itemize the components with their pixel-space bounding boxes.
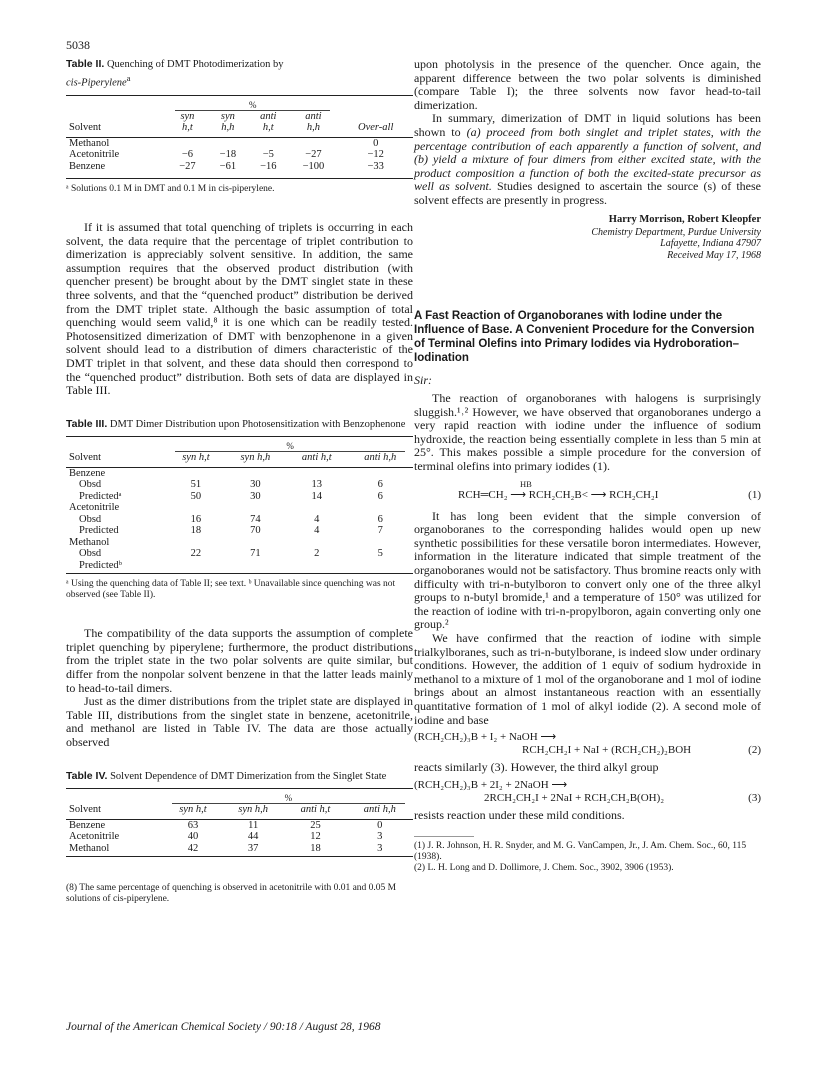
table2-cell: 0 [373, 137, 379, 149]
right-column [414, 58, 761, 874]
table3-cell [348, 560, 413, 572]
table4-caption [66, 770, 413, 784]
equation-1-reagent: HB [520, 478, 532, 489]
right-paragraph-6: reacts similarly (3). However, the third alkyl group [414, 760, 659, 775]
table4-cell: Acetonitrile [69, 831, 120, 843]
table3-cell [348, 467, 413, 479]
table2-top-header-cell [338, 111, 413, 123]
equation-3-line-1: (RCH₂CH₂)₃B + 2I₂ + 2NaOH ⟶ [414, 778, 568, 791]
table3-cell: 18 [190, 525, 202, 537]
table3-row [66, 560, 413, 572]
table2-cell: −33 [367, 160, 384, 172]
table3-cell [225, 467, 286, 479]
table4-title: Solvent Dependence of DMT Dimerization from the Singlet State [110, 770, 387, 782]
table4-bottom-rule [66, 856, 413, 857]
table4-cell: 63 [187, 819, 199, 831]
authors: Harry Morrison, Robert Kleopfer [608, 213, 761, 225]
table3-cell: 14 [311, 490, 323, 502]
table3-cell [167, 560, 224, 572]
table3-row [66, 548, 413, 560]
table3-percent: % [175, 441, 405, 452]
table4-cell: 40 [187, 831, 199, 843]
table3 [66, 436, 413, 571]
table3-cell: 30 [250, 490, 261, 502]
article-title: A Fast Reaction of Organoboranes with Iodine under the Influence of Base. A Convenient Procedure for the Conversion of Terminal Olefins into Primary Iodides via Hydroboration–Iodination [414, 310, 755, 365]
left-column [66, 58, 413, 905]
table3-row [66, 467, 413, 479]
table3-cell: 5 [377, 548, 383, 560]
summary-tail: Studies designed to ascertain the source (s) of these solvent effects are presently in progress. [414, 179, 761, 207]
table2-cell: −27 [305, 149, 322, 160]
equation-3-line-2 [414, 792, 761, 805]
table3-row [66, 514, 413, 526]
table3-header-cell: syn h,t [182, 452, 210, 464]
table3-cell: Benzene [69, 467, 106, 479]
table3-cell: 7 [377, 525, 383, 537]
table3-cell: 51 [190, 479, 202, 491]
table3-header-cell: syn h,h [240, 452, 271, 464]
reference-2: (2) L. H. Long and D. Dollimore, J. Chem. Soc., 3902, 3906 (1953). [414, 863, 674, 874]
table2-header-cell: h,t [262, 122, 274, 133]
left-paragraph-1: If it is assumed that total quenching of triplets is occurring in each solvent, the data require that the percentage of triplet contribution to dimerization is appreciably solvent sensitive. In addition, the same assumption requires that the observed product distribution (with quencher present) be brought about by the DMT singlet state in these three solvents, and that the “quenched product” distribution be derived from the DMT triplet state. Although the basic assumption of total quenching would seem valid,⁸ it is one which can be readily tested. Photosensitized dimerization of DMT with benzophenone in a given solvent should lead to a distribution of dimers characteristic of the DMT triplet in that solvent, and these data should then correspond to the “quenched product” distribution. Both sets of data are displayed in Table III. [66, 220, 413, 398]
table3-row [66, 525, 413, 537]
table2-footnote: ᵃ Solutions 0.1 M in DMT and 0.1 M in cis-piperylene. [66, 184, 275, 194]
table3-cell [286, 502, 347, 514]
table3-cell: 2 [314, 548, 320, 560]
table3-cell: 22 [190, 548, 202, 560]
table3-bottom-rule [66, 573, 413, 574]
table2-cell: −27 [179, 160, 196, 172]
table3-cell: Acetonitrile [69, 502, 120, 514]
equation-1-number: (1) [748, 488, 761, 501]
left-paragraph-2: The compatibility of the data supports the assumption of complete triplet quenching by piperylene; furthermore, the product distributions from the triplet state in the two polar solvents are quite similar, but differ from the nonpolar solvent benzene in that the latter leads mainly to head-to-tail dimers. [66, 626, 413, 695]
left-paragraph-3: Just as the dimer distributions from the triplet state are displayed in Table III, distributions from the singlet state in benzene, acetonitrile, and methanol are listed in Table IV. The data are those actually observed [66, 694, 413, 749]
right-paragraph-3: The reaction of organoboranes with halogens is surprisingly sluggish.¹˒² However, we have observed that organoboranes undergo a very rapid reaction with iodine under the influence of sodium hydroxide, the reaction being essentially complete in less than 5 min at 25°. This makes possible a simple procedure for the conversion of terminal olefins into primary iodides (1). [414, 391, 761, 473]
affiliation-1: Chemistry Department, Purdue University [591, 226, 761, 238]
table4-cell: 12 [310, 831, 321, 843]
table4-cell: 3 [377, 831, 383, 843]
table3-cell [225, 537, 286, 549]
table2-header-cell: h,h [306, 122, 320, 133]
table4-cell: Methanol [69, 842, 110, 854]
table2-top-header-cell: anti [305, 110, 322, 122]
table3-cell: Obsd [79, 513, 102, 525]
table3-label: Table III. [66, 417, 108, 430]
left-footnote-8: (8) The same percentage of quenching is observed in acetonitrile with 0.01 and 0.05 M solutions of cis-piperylene. [66, 883, 397, 905]
table4-cell: 44 [247, 831, 259, 843]
table2-label: Table II. [66, 58, 105, 70]
table3-row [66, 502, 413, 514]
equation-3-number: (3) [748, 791, 761, 804]
equation-2-products: RCH₂CH₂I + NaI + (RCH₂CH₂)₂BOH [522, 744, 692, 757]
table3-row [66, 491, 413, 503]
table3-row [66, 537, 413, 549]
equation-2-line-2 [414, 744, 761, 757]
table3-cell [286, 467, 347, 479]
equation-2-line-1: (RCH₂CH₂)₃B + I₂ + NaOH ⟶ [414, 731, 557, 744]
table3-cell: Predicted [79, 525, 119, 537]
table2-top-header-cell: syn [180, 110, 195, 122]
table2-cell [208, 137, 248, 149]
table2-cell: −5 [262, 149, 274, 160]
table2-top-header-cell [66, 111, 167, 123]
right-paragraph-7: resists reaction under these mild conditions. [414, 807, 625, 822]
table4-header-cell: anti h,t [300, 804, 331, 816]
table2-cell: Benzene [69, 160, 106, 172]
table3-cell: 4 [314, 525, 320, 537]
table2-cell [167, 137, 207, 149]
table3-cell: 70 [250, 525, 261, 537]
equation-2-number: (2) [748, 744, 761, 757]
equation-3-products: 2RCH₂CH₂I + 2NaI + RCH₂CH₂B(OH)₂ [484, 791, 665, 804]
table4-header-cell: Solvent [69, 804, 102, 816]
table3-cell: Obsd [79, 548, 102, 560]
table2-title2: cis-Piperylene [66, 77, 127, 88]
table3-cell [167, 502, 224, 514]
table3-cell: 6 [377, 490, 383, 502]
right-paragraph-4: It has long been evident that the simple conversion of organoboranes to the corresponding halides would open up new synthetic possibilities for these versatile boron intermediates. However, information in the literature indicated that simple treatment of the organoboranes would not be satisfactory. Thus bromine reacts only with difficulty with tri-n-butylboron to convert only one of the three alkyl groups to n-butyl bromide,¹ and a temperature of 150° was utilized for the reaction of iodine with tri-n-propylboron, again converting only one group.² [414, 508, 761, 632]
table3-cell [225, 502, 286, 514]
table2-cell [289, 137, 339, 149]
table3-cell: 71 [250, 548, 261, 560]
table2-caption [66, 58, 413, 90]
table3-cell: 6 [377, 479, 383, 491]
table2 [66, 95, 413, 176]
references-rule [414, 836, 474, 837]
table3-cell [225, 560, 286, 572]
equation-1-body: RCH═CH₂ ⟶ RCH₂CH₂B< ⟶ RCH₂CH₂I [458, 488, 659, 501]
table4 [66, 788, 413, 854]
table4-header-cell: syn h,h [238, 804, 269, 816]
equation-1 [414, 480, 761, 502]
table3-cell: 74 [250, 513, 261, 525]
table3-caption [66, 418, 413, 432]
table2-header-cell: Solvent [69, 122, 102, 133]
table2-top-header-cell: anti [260, 110, 277, 122]
table2-cell [248, 137, 288, 149]
table2-cell: −61 [219, 160, 237, 172]
right-paragraph-5: We have confirmed that the reaction of iodine with simple trialkylboranes, such as tri-n-butylborane, is indeed slow under ordinary conditions. However, the addition of 1 equiv of sodium hydroxide in methanol to a mixture of 1 mol of the organoborane and 1 mol of iodine brings about an almost instantaneous reaction with an essentially quantitative formation of 1 mol of alkyl iodide (2). A second mole of iodine and base [414, 630, 761, 727]
table2-cell: −100 [302, 160, 325, 172]
table3-cell: 50 [190, 490, 202, 502]
table2-cell: Acetonitrile [69, 149, 120, 160]
table2-row [66, 149, 413, 161]
table4-cell: Benzene [69, 819, 106, 831]
right-paragraph-1: upon photolysis in the presence of the quencher. Once again, the apparent difference between the two polar solvents is diminished (compare Table I); the three solvents now favor head-to-tail dimerization. [414, 57, 761, 112]
table2-title-mark: a [126, 72, 131, 83]
table3-cell: Methanol [69, 536, 110, 548]
table4-row [66, 831, 413, 843]
journal-footer: Journal of the American Chemical Society / 90:18 / August 28, 1968 [66, 1021, 381, 1033]
table3-cell: Predictedᵃ [79, 490, 122, 502]
table3-cell: Predictedᵇ [79, 559, 122, 571]
table4-row [66, 843, 413, 855]
table4-cell: 18 [310, 842, 321, 854]
table2-header-cell: h,h [221, 122, 235, 133]
table4-row [66, 819, 413, 831]
table4-cell: 37 [247, 842, 259, 854]
table4-label: Table IV. [66, 769, 108, 782]
table3-cell [167, 537, 224, 549]
table3-header-cell: Solvent [69, 452, 102, 464]
table2-title: Quenching of DMT Photodimerization by [106, 59, 284, 70]
table3-title: DMT Dimer Distribution upon Photosensitization with Benzophenone [109, 418, 406, 430]
table2-cell: −6 [181, 149, 194, 160]
table2-cell: −18 [219, 149, 237, 160]
equation-3 [414, 779, 761, 805]
page-number: 5038 [66, 38, 90, 52]
summary-italic: (a) proceed from both singlet and triplet states, with the percentage contribution of each apparently a function of solvent, and (b) yield a mixture of four dimers from either excited state, with the product composition a function of both the excited-state precursor as well as solvent. [414, 124, 761, 194]
table3-row [66, 479, 413, 491]
table2-cell: −16 [260, 160, 277, 172]
table3-cell: 30 [250, 479, 261, 491]
right-paragraph-2 [414, 112, 761, 207]
table2-row [66, 161, 413, 173]
table4-header-cell: anti h,h [363, 804, 396, 816]
equation-2 [414, 731, 761, 757]
table4-percent: % [172, 793, 405, 804]
table4-cell: 3 [377, 842, 383, 854]
table3-header-cell: anti h,h [364, 452, 397, 464]
table4-cell: 42 [187, 842, 199, 854]
salutation: Sir: [414, 373, 432, 388]
table3-footnote: ᵃ Using the quenching data of Table II; see text. ᵇ Unavailable since quenching was not observed (see Table II). [66, 579, 396, 601]
table2-header-cell: Over-all [358, 122, 394, 133]
table3-cell: 6 [377, 513, 383, 525]
table2-top-header-cell: syn [220, 110, 235, 122]
table2-percent: % [175, 100, 330, 111]
table3-cell: 16 [190, 513, 202, 525]
table2-row [66, 137, 413, 149]
table4-cell: 25 [310, 819, 321, 831]
table3-cell [286, 560, 347, 572]
affiliation-2: Lafayette, Indiana 47907 [660, 238, 761, 250]
received-date: Received May 17, 1968 [667, 249, 761, 261]
table3-cell [348, 537, 413, 549]
table2-bottom-rule [66, 178, 413, 179]
table2-cell: Methanol [69, 137, 110, 149]
table4-header-cell: syn h,t [179, 804, 207, 816]
reference-1: (1) J. R. Johnson, H. R. Snyder, and M. G. VanCampen, Jr., J. Am. Chem. Soc., 60, 115 (1938). [414, 841, 747, 863]
table2-header-cell: h,t [182, 122, 193, 133]
table3-cell [348, 502, 413, 514]
table4-cell: 11 [248, 819, 259, 831]
table3-cell [286, 537, 347, 549]
table3-cell: 13 [311, 479, 323, 491]
table2-cell: −12 [367, 149, 384, 160]
table3-header-cell: anti h,t [301, 452, 332, 464]
table3-cell: 4 [314, 513, 320, 525]
table3-cell [167, 467, 224, 479]
summary-lead: In summary, dimerization of DMT in liquid solutions has been shown to [414, 111, 761, 139]
table3-cell: Obsd [79, 479, 102, 491]
table4-cell: 0 [377, 819, 383, 831]
